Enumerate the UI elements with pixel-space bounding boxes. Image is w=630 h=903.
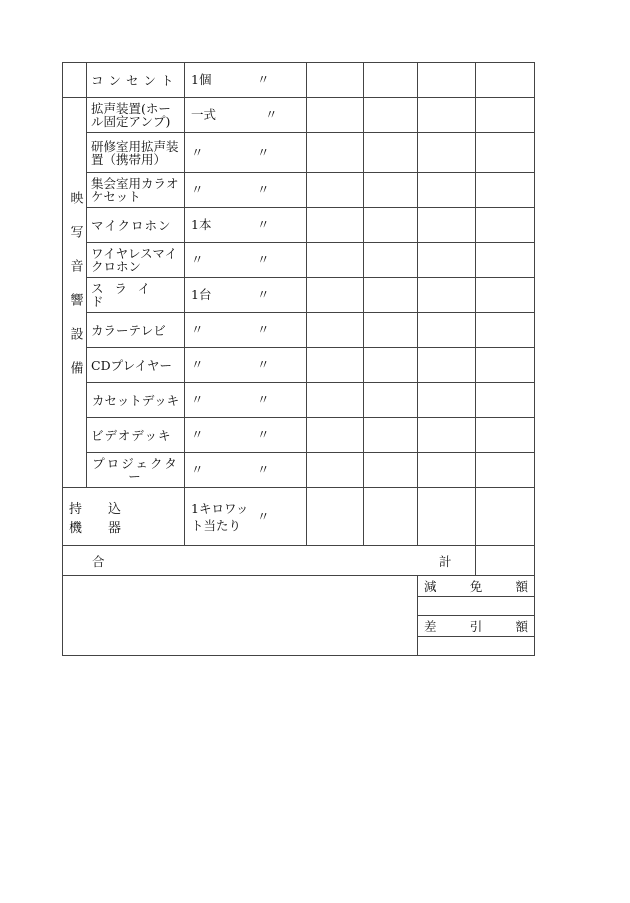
fee-cell <box>307 63 364 98</box>
table-row <box>63 576 535 597</box>
fee-cell <box>364 418 418 453</box>
fee-cell <box>364 98 418 133</box>
qty-value: 一式 <box>191 107 217 122</box>
section-cell-top <box>63 63 87 98</box>
qty-value: 1本 <box>191 217 212 232</box>
fee-cell <box>476 208 535 243</box>
ditto-mark: 〃 <box>265 107 278 122</box>
ditto-mark: 〃 <box>257 427 270 442</box>
fee-cell <box>476 453 535 488</box>
item-qty <box>185 243 307 278</box>
item-qty <box>185 418 307 453</box>
fee-cell <box>307 313 364 348</box>
ditto-mark: 〃 <box>257 252 270 267</box>
fee-cell <box>476 63 535 98</box>
balance-label <box>424 617 528 635</box>
ditto-mark: 〃 <box>257 462 270 477</box>
table-row <box>63 418 535 453</box>
qty-value: 1台 <box>191 287 212 302</box>
table-row <box>63 208 535 243</box>
item-qty <box>185 98 307 133</box>
total-right-char: 計 <box>439 553 452 569</box>
item-name: CDプレイヤー <box>87 348 185 383</box>
fee-cell <box>418 98 476 133</box>
reduction-char-2: 免 <box>469 579 483 594</box>
qty-value: 1個 <box>191 72 212 87</box>
fee-cell <box>418 383 476 418</box>
fee-cell <box>307 278 364 313</box>
item-name: 集会室用カラオケセット <box>87 173 185 208</box>
fee-cell <box>476 488 535 546</box>
fee-cell <box>364 243 418 278</box>
fee-cell <box>307 418 364 453</box>
fee-cell <box>418 208 476 243</box>
item-name: カラーテレビ <box>87 313 185 348</box>
ditto-mark: 〃 <box>257 392 270 407</box>
item-qty <box>185 278 307 313</box>
fee-cell <box>307 98 364 133</box>
fee-cell <box>307 243 364 278</box>
item-qty <box>185 208 307 243</box>
fee-cell <box>476 173 535 208</box>
fee-cell <box>418 418 476 453</box>
fee-cell <box>364 348 418 383</box>
remarks-area <box>63 576 418 656</box>
fee-cell <box>307 488 364 546</box>
fee-cell <box>307 208 364 243</box>
qty-value: 〃 <box>191 252 204 267</box>
qty-value: 〃 <box>191 392 204 407</box>
ditto-mark: 〃 <box>257 357 270 372</box>
qty-value: 〃 <box>191 182 204 197</box>
total-value <box>476 546 535 576</box>
fee-cell <box>476 313 535 348</box>
fee-cell <box>364 313 418 348</box>
balance-char-1: 差 <box>424 619 437 634</box>
item-name: カセットデッキ <box>87 383 185 418</box>
fee-cell <box>307 173 364 208</box>
item-qty <box>185 133 307 173</box>
item-name: ワイヤレスマイクロホン <box>87 243 185 278</box>
fee-cell <box>476 98 535 133</box>
fee-cell <box>476 348 535 383</box>
fee-cell <box>364 173 418 208</box>
ditto-mark: 〃 <box>257 182 270 197</box>
table-row <box>63 98 535 133</box>
balance-char-3: 額 <box>515 619 528 634</box>
fee-cell <box>364 63 418 98</box>
total-left-char: 合 <box>92 553 105 569</box>
item-name: プロジェクター <box>87 453 185 488</box>
fee-cell <box>364 453 418 488</box>
item-qty <box>185 313 307 348</box>
fee-cell <box>307 453 364 488</box>
section-label-cell <box>63 98 87 488</box>
fee-cell <box>476 278 535 313</box>
section-label: 映写音響設備 <box>67 190 83 395</box>
ditto-mark: 〃 <box>257 508 270 524</box>
reduction-char-3: 額 <box>515 579 528 594</box>
reduction-label-cell <box>418 576 535 597</box>
fee-cell <box>476 243 535 278</box>
fee-cell <box>307 133 364 173</box>
carry-in-label: 持込機器 <box>63 488 185 546</box>
qty-value: 〃 <box>191 357 204 372</box>
ditto-mark: 〃 <box>257 144 270 160</box>
reduction-char-1: 減 <box>424 579 437 594</box>
table-row <box>63 63 535 98</box>
item-qty <box>185 383 307 418</box>
fee-cell <box>418 63 476 98</box>
item-name: マイクロホン <box>87 208 185 243</box>
fee-cell <box>307 383 364 418</box>
fee-cell <box>418 453 476 488</box>
carry-in-qty <box>185 488 307 546</box>
item-name: 研修室用拡声装置（携帯用） <box>87 133 185 173</box>
balance-value <box>418 637 535 656</box>
table-row <box>63 348 535 383</box>
fee-cell <box>307 348 364 383</box>
table-row <box>63 173 535 208</box>
fee-cell <box>418 173 476 208</box>
balance-char-2: 引 <box>469 619 483 634</box>
total-row <box>63 546 535 576</box>
item-qty <box>185 348 307 383</box>
fee-cell <box>364 488 418 546</box>
carry-in-unit: 1キロワット当たり <box>191 500 249 533</box>
fee-cell <box>418 243 476 278</box>
item-qty <box>185 63 307 98</box>
fee-cell <box>418 488 476 546</box>
fee-cell <box>418 348 476 383</box>
ditto-mark: 〃 <box>257 217 270 232</box>
table-row <box>63 133 535 173</box>
fee-cell <box>476 418 535 453</box>
table-row <box>63 453 535 488</box>
qty-value: 〃 <box>191 144 204 160</box>
table-row <box>63 278 535 313</box>
reduction-label <box>424 577 528 595</box>
table-row <box>63 313 535 348</box>
ditto-mark: 〃 <box>257 287 270 302</box>
table-row <box>63 383 535 418</box>
fee-cell <box>418 278 476 313</box>
item-name: コンセント <box>87 63 185 98</box>
fee-cell <box>418 313 476 348</box>
table-row <box>63 488 535 546</box>
item-qty <box>185 173 307 208</box>
fee-cell <box>476 383 535 418</box>
fee-cell <box>364 133 418 173</box>
reduction-value <box>418 597 535 616</box>
qty-value: 〃 <box>191 462 204 477</box>
fee-cell <box>364 208 418 243</box>
qty-value: 〃 <box>191 427 204 442</box>
item-name: ビデオデッキ <box>87 418 185 453</box>
fee-cell <box>476 133 535 173</box>
item-qty <box>185 453 307 488</box>
item-name: スライド <box>87 278 185 313</box>
table-row <box>63 243 535 278</box>
fee-cell <box>418 133 476 173</box>
ditto-mark: 〃 <box>257 322 270 337</box>
item-name: 拡声装置(ホール固定アンプ) <box>87 98 185 133</box>
ditto-mark: 〃 <box>257 72 270 87</box>
fee-cell <box>364 383 418 418</box>
total-label-cell <box>63 546 476 576</box>
qty-value: 〃 <box>191 322 204 337</box>
fee-cell <box>364 278 418 313</box>
fee-table <box>62 62 535 656</box>
balance-label-cell <box>418 616 535 637</box>
